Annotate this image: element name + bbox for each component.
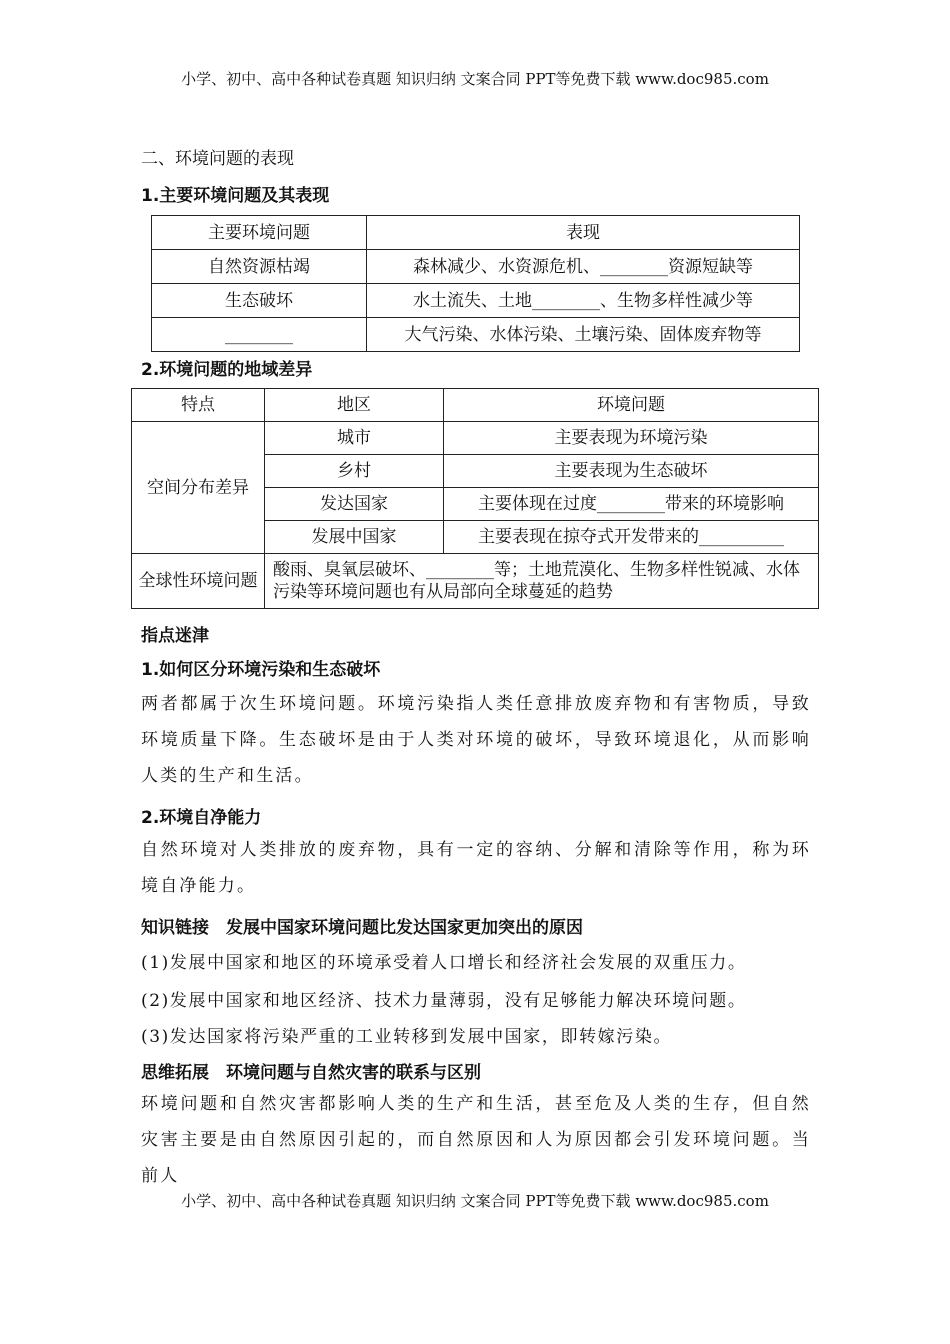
table-header-cell: 主要环境问题 [152,216,367,250]
page-footer: 小学、初中、高中各种试卷真题 知识归纳 文案合同 PPT等免费下载 www.doc985.com [181,1192,769,1210]
table-header-cell: 表现 [367,216,800,250]
section-title: 二、环境问题的表现 [141,149,294,169]
paragraph-thinking-extension: 环境问题和自然灾害都影响人类的生产和生活，甚至危及人类的生存，但自然灾害主要是由自然原因引起的，而自然原因和人为原因都会引发环境问题。当前人 [141,1094,811,1186]
table-cell: 自然资源枯竭 [152,250,367,284]
tips-heading: 指点迷津 [141,626,209,646]
table-cell: ________ [152,318,367,352]
table-row [152,250,800,284]
page-header: 小学、初中、高中各种试卷真题 知识归纳 文案合同 PPT等免费下载 www.doc985.com [181,70,769,88]
table-group-cell: 全球性环境问题 [132,554,265,609]
table-cell: 乡村 [265,455,444,488]
table-cell: 主要体现在过度________带来的环境影响 [444,488,819,521]
table-row [152,216,800,250]
main-problems-table [151,215,800,352]
regional-differences-table [131,388,819,609]
heading-knowledge-link: 知识链接 发展中国家环境问题比发达国家更加突出的原因 [141,918,583,938]
heading-main-problems: 1.主要环境问题及其表现 [141,186,330,206]
paragraph-pollution-vs-damage: 两者都属于次生环境问题。环境污染指人类任意排放废弃物和有害物质，导致环境质量下降。生态破坏是由于人类对环境的破坏，导致环境退化，从而影响人类的生产和生活。 [141,694,811,786]
table-group-cell: 空间分布差异 [132,422,265,554]
table-header-cell: 环境问题 [444,389,819,422]
table-cell: 水土流失、土地________、生物多样性减少等 [367,284,800,318]
heading-pollution-vs-damage: 1.如何区分环境污染和生态破坏 [141,660,381,680]
heading-self-purification: 2.环境自净能力 [141,808,262,828]
table-cell: 森林减少、水资源危机、________资源短缺等 [367,250,800,284]
table-row [132,554,819,609]
table-cell: 主要表现在掠夺式开发带来的__________ [444,521,819,554]
table-header-cell: 特点 [132,389,265,422]
table-row [132,389,819,422]
table-header-cell: 地区 [265,389,444,422]
list-item: (2)发展中国家和地区经济、技术力量薄弱，没有足够能力解决环境问题。 [141,991,747,1011]
table-cell: 发达国家 [265,488,444,521]
table-cell: 城市 [265,422,444,455]
table-cell: 主要表现为环境污染 [444,422,819,455]
table-row [132,422,819,455]
table-row [152,284,800,318]
paragraph-self-purification: 自然环境对人类排放的废弃物，具有一定的容纳、分解和清除等作用，称为环境自净能力。 [141,840,811,896]
heading-regional-differences: 2.环境问题的地域差异 [141,360,313,380]
table-cell: 酸雨、臭氧层破坏、________等；土地荒漠化、生物多样性锐减、水体污染等环境问题也有从局部向全球蔓延的趋势 [265,554,819,609]
heading-thinking-extension: 思维拓展 环境问题与自然灾害的联系与区别 [141,1063,481,1083]
table-row [152,318,800,352]
table-cell: 主要表现为生态破坏 [444,455,819,488]
table-cell: 发展中国家 [265,521,444,554]
table-cell: 大气污染、水体污染、土壤污染、固体废弃物等 [367,318,800,352]
list-item: (1)发展中国家和地区的环境承受着人口增长和经济社会发展的双重压力。 [141,953,747,973]
list-item: (3)发达国家将污染严重的工业转移到发展中国家，即转嫁污染。 [141,1027,673,1047]
table-cell: 生态破坏 [152,284,367,318]
